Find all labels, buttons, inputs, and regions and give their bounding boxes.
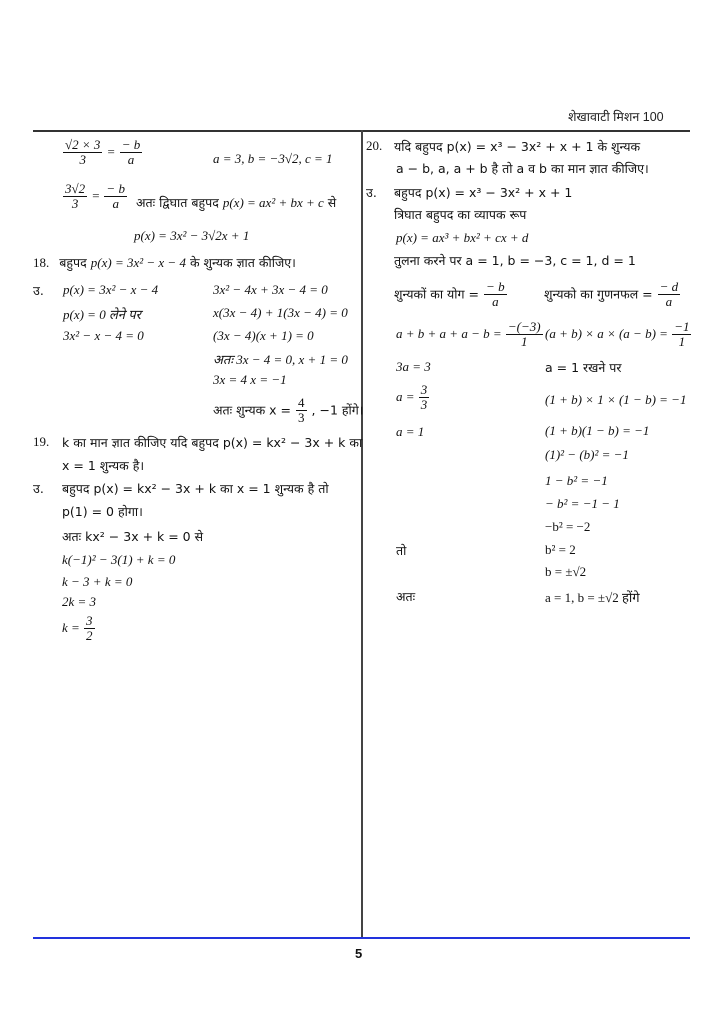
q20-rstep-3: (1 + b)(1 − b) = −1 — [545, 423, 650, 438]
sum-of-zeros: शुन्यकों का योग = $\frac{- b}{a}$ — [394, 279, 505, 310]
q18-rstep-5: 3x = 4 x = −1 — [213, 372, 287, 387]
q19-step-5: k − 3 + k = 0 — [62, 574, 133, 589]
q19-final: k = $\frac{3}{2}$ — [62, 613, 93, 644]
q20-rstep-8: b² = 2 — [545, 542, 576, 557]
q19-step-3: अतः kx² − 3x + k = 0 से — [62, 529, 204, 544]
q19-step-1: बहुपद p(x) = kx² − 3x + k का x = 1 शुन्यक है तो — [62, 481, 329, 496]
question-20-line-2: a − b, a, a + b है तो a व b का मान ज्ञात कीजिए। — [396, 161, 649, 176]
coefficient-values: a = 3, b = −3√2, c = 1 — [213, 151, 333, 166]
product-equation: (a + b) × a × (a − b) = $\frac{-1}{1}$ — [545, 319, 690, 350]
q20-a-fraction: a = $\frac{3}{3}$ — [396, 382, 428, 413]
continuation-line-1: $\frac{√2 \times 3}{3}$ = $\frac{- b}{a}$ — [65, 137, 141, 168]
q20-step-2: त्रिघात बहुपद का व्यापक रूप — [394, 207, 527, 222]
q18-step-2: p(x) = 0 लेने पर — [63, 307, 141, 322]
q20-rstep-4: (1)² − (b)² = −1 — [545, 447, 629, 462]
q19-step-4: k(−1)² − 3(1) + k = 0 — [62, 552, 176, 567]
q20-step-4: तुलना करने पर a = 1, b = −3, c = 1, d = 1 — [394, 253, 636, 268]
q19-step-2: p(1) = 0 होगा। — [62, 504, 143, 519]
then-label: तो — [396, 543, 407, 558]
q20-rstep-7: −b² = −2 — [545, 519, 591, 534]
sum-equation: a + b + a + a − b = $\frac{-(-3)}{1}$ — [396, 319, 541, 350]
continuation-line-2: $\frac{3√2}{3}$ = $\frac{- b}{a}$ — [65, 181, 125, 212]
product-of-zeros: शुन्यको का गुणनफल = $\frac{- d}{a}$ — [544, 279, 679, 310]
answer-label-18: उ. — [33, 283, 44, 298]
answer-label-19: उ. — [33, 481, 44, 496]
q18-final: अतः शुन्यक x = $\frac{4}{3}$ , −1 होंगे। — [213, 395, 364, 426]
q18-rstep-4: अतः 3x − 4 = 0, x + 1 = 0 — [213, 352, 348, 367]
q20-rstep-6: − b² = −1 − 1 — [545, 496, 620, 511]
quadratic-statement: अतः द्विघात बहुपद p(x) = ax² + bx + c से — [136, 195, 337, 210]
q20-rstep-9: b = ±√2 — [545, 564, 587, 579]
q18-rstep-2: x(3x − 4) + 1(3x − 4) = 0 — [213, 305, 348, 320]
column-divider — [361, 130, 363, 938]
q20-left-step-2: a = 1 — [396, 424, 425, 439]
quadratic-result: p(x) = 3x² − 3√2x + 1 — [134, 228, 250, 243]
question-20-line-1: यदि बहुपद p(x) = x³ − 3x² + x + 1 के शुन्यक — [394, 139, 641, 154]
question-19-line-2: x = 1 शुन्यक है। — [62, 458, 145, 473]
answer-label-20: उ. — [366, 185, 377, 200]
page-number: 5 — [355, 946, 363, 961]
question-19-number: 19. — [33, 434, 50, 449]
q18-step-1: p(x) = 3x² − x − 4 — [63, 282, 159, 297]
question-19-line-1: k का मान ज्ञात कीजिए यदि बहुपद p(x) = kx² − 3x + k का — [62, 435, 363, 450]
question-20-number: 20. — [366, 138, 383, 153]
q20-left-step-1: 3a = 3 — [396, 359, 431, 374]
q20-step-3: p(x) = ax³ + bx² + cx + d — [396, 230, 529, 245]
q19-step-6: 2k = 3 — [62, 594, 97, 609]
question-18: 18. बहुपद p(x) = 3x² − x − 4 के शुन्यक ज्ञात कीजिए। — [33, 255, 296, 270]
q18-step-3: 3x² − x − 4 = 0 — [63, 328, 144, 343]
hence-label: अतः — [396, 589, 416, 604]
footer-rule — [33, 937, 690, 939]
q20-final: a = 1, b = ±√2 होंगे — [545, 590, 640, 605]
q20-rstep-1: a = 1 रखने पर — [545, 360, 622, 375]
q18-rstep-1: 3x² − 4x + 3x − 4 = 0 — [213, 282, 328, 297]
q18-rstep-3: (3x − 4)(x + 1) = 0 — [213, 328, 314, 343]
q20-rstep-5: 1 − b² = −1 — [545, 473, 608, 488]
page-header-title: शेखावाटी मिशन 100 — [568, 110, 664, 124]
q20-step-1: बहुपद p(x) = x³ − 3x² + x + 1 — [394, 185, 573, 200]
q20-rstep-2: (1 + b) × 1 × (1 − b) = −1 — [545, 392, 687, 407]
